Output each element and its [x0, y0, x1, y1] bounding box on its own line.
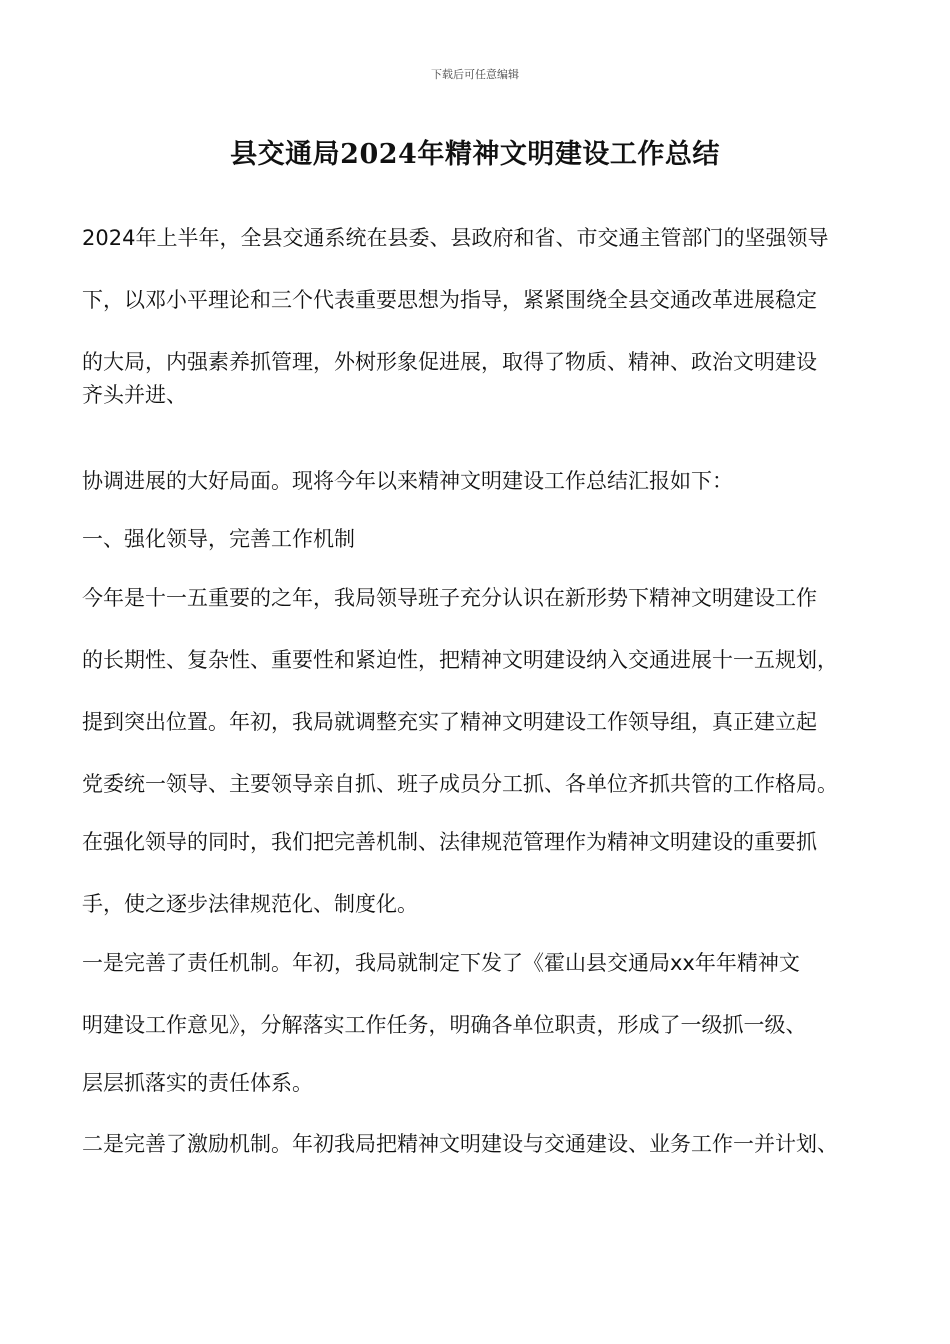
- paragraph-line: 下，以邓小平理论和三个代表重要思想为指导，紧紧围绕全县交通改革进展稳定: [82, 288, 817, 312]
- paragraph-line: 协调进展的大好局面。现将今年以来精神文明建设工作总结汇报如下：: [82, 469, 733, 493]
- header-note: 下载后可任意编辑: [431, 68, 519, 81]
- paragraph-line: 今年是十一五重要的之年，我局领导班子充分认识在新形势下精神文明建设工作: [82, 586, 817, 610]
- paragraph-line: 的长期性、复杂性、重要性和紧迫性，把精神文明建设纳入交通进展十一五规划，: [82, 648, 838, 672]
- paragraph-line: 明建设工作意见》，分解落实工作任务，明确各单位职责，形成了一级抓一级、: [82, 1013, 807, 1037]
- document-title: 县交通局2024年精神文明建设工作总结: [230, 139, 720, 170]
- paragraph-line: 手，使之逐步法律规范化、制度化。: [82, 892, 418, 916]
- paragraph-line: 的大局，内强素养抓管理，外树形象促进展，取得了物质、精神、政治文明建设: [82, 350, 817, 374]
- paragraph-line: 层层抓落实的责任体系。: [82, 1071, 313, 1095]
- paragraph-line: 二是完善了激励机制。年初我局把精神文明建设与交通建设、业务工作一并计划、: [82, 1132, 838, 1156]
- paragraph-line: 党委统一领导、主要领导亲自抓、班子成员分工抓、各单位齐抓共管的工作格局。: [82, 772, 838, 796]
- section-heading: 一、强化领导，完善工作机制: [82, 527, 355, 551]
- paragraph-line: 一是完善了责任机制。年初，我局就制定下发了《霍山县交通局xx年年精神文: [82, 951, 800, 975]
- paragraph-line: 2024年上半年，全县交通系统在县委、县政府和省、市交通主管部门的坚强领导: [82, 226, 829, 250]
- paragraph-line: 齐头并进、: [82, 383, 187, 407]
- paragraph-line: 提到突出位置。年初，我局就调整充实了精神文明建设工作领导组，真正建立起: [82, 710, 817, 734]
- paragraph-line: 在强化领导的同时，我们把完善机制、法律规范管理作为精神文明建设的重要抓: [82, 830, 817, 854]
